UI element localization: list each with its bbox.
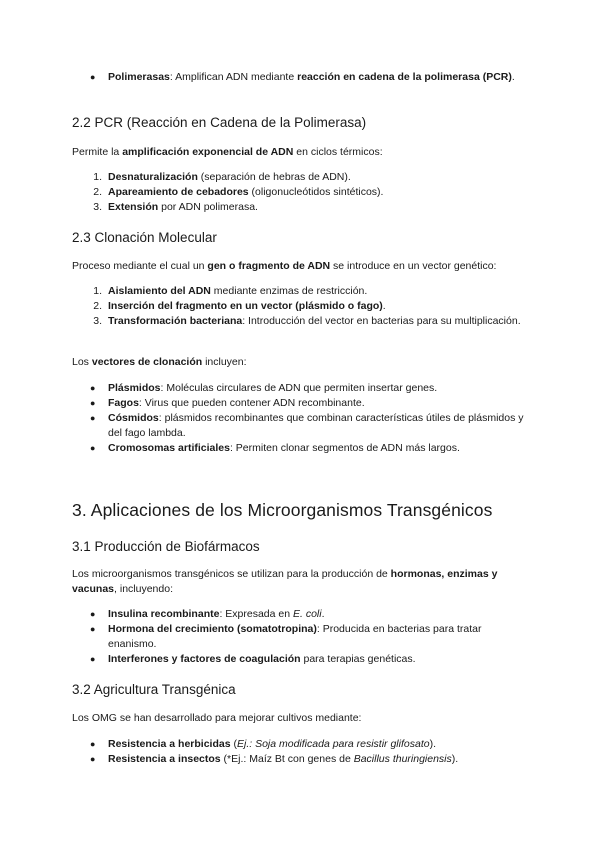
- bullet-icon: ●: [90, 383, 96, 393]
- section-heading-agriculture: 3.2 Agricultura Transgénica: [72, 682, 236, 697]
- section-heading-cloning: 2.3 Clonación Molecular: [72, 230, 217, 245]
- list-item: 2. Apareamiento de cebadores (oligonucleótidos sintéticos).: [93, 186, 384, 198]
- list-item: 2. Inserción del fragmento en un vector (plásmido o fago).: [93, 300, 386, 312]
- bullet-icon: ●: [90, 398, 96, 408]
- list-item: ● Plásmidos: Moléculas circulares de ADN que permiten insertar genes.: [90, 382, 438, 394]
- bullet-icon: ●: [90, 754, 96, 764]
- bullet-icon: ●: [90, 739, 96, 749]
- biofarm-intro: Los microorganismos transgénicos se utilizan para la producción de hormonas, enzimas y vacunas, incluyendo:: [72, 568, 498, 595]
- list-item: ● Cósmidos: plásmidos recombinantes que combinan características útiles de plásmidos y del fago lambda.: [90, 412, 524, 439]
- list-item: 1. Desnaturalización (separación de hebras de ADN).: [93, 171, 351, 183]
- section-heading-applications: 3. Aplicaciones de los Microorganismos Transgénicos: [72, 500, 493, 520]
- vectors-intro: Los vectores de clonación incluyen:: [72, 356, 247, 368]
- list-item: ● Fagos: Virus que pueden contener ADN recombinante.: [90, 397, 365, 409]
- polymerase-list: [72, 70, 532, 85]
- cloning-intro: Proceso mediante el cual un gen o fragmento de ADN se introduce en un vector genético:: [72, 260, 497, 272]
- list-item: 3. Transformación bacteriana: Introducción del vector en bacterias para su multiplicación.: [93, 315, 521, 327]
- agri-intro: Los OMG se han desarrollado para mejorar cultivos mediante:: [72, 712, 362, 724]
- section-heading-pcr: 2.2 PCR (Reacción en Cadena de la Polimerasa): [72, 115, 367, 130]
- pcr-steps: [72, 170, 532, 215]
- section-heading-biofarm: 3.1 Producción de Biofármacos: [72, 539, 260, 554]
- bullet-icon: ●: [90, 443, 96, 453]
- pcr-intro: Permite la amplificación exponencial de ADN en ciclos térmicos:: [72, 146, 383, 158]
- bullet-icon: ●: [90, 72, 96, 82]
- bullet-icon: ●: [90, 624, 96, 634]
- vectors-list: [72, 381, 532, 456]
- bullet-icon: ●: [90, 609, 96, 619]
- bullet-icon: ●: [90, 413, 96, 423]
- list-item: ● Polimerasas: Amplifican ADN mediante reacción en cadena de la polimerasa (PCR).: [90, 71, 515, 83]
- term: reacción en cadena de la polimerasa (PCR): [297, 71, 512, 83]
- list-item: ● Cromosomas artificiales: Permiten clonar segmentos de ADN más largos.: [90, 442, 460, 454]
- list-item: 3. Extensión por ADN polimerasa.: [93, 201, 258, 213]
- list-item: ● Resistencia a insectos (*Ej.: Maíz Bt con genes de Bacillus thuringiensis).: [90, 753, 459, 765]
- list-item: ● Resistencia a herbicidas (Ej.: Soja modificada para resistir glifosato).: [90, 738, 436, 750]
- cloning-steps: [72, 284, 532, 329]
- list-item: ● Hormona del crecimiento (somatotropina): Producida en bacterias para tratar enanismo.: [90, 623, 482, 650]
- bullet-icon: ●: [90, 654, 96, 664]
- biofarm-list: [72, 607, 532, 667]
- term: Polimerasas: [108, 71, 170, 83]
- agri-list: [72, 737, 532, 767]
- list-item: 1. Aislamiento del ADN mediante enzimas de restricción.: [93, 285, 368, 297]
- list-item: ● Interferones y factores de coagulación para terapias genéticas.: [90, 653, 416, 665]
- list-item: ● Insulina recombinante: Expresada en E. coli.: [90, 608, 325, 620]
